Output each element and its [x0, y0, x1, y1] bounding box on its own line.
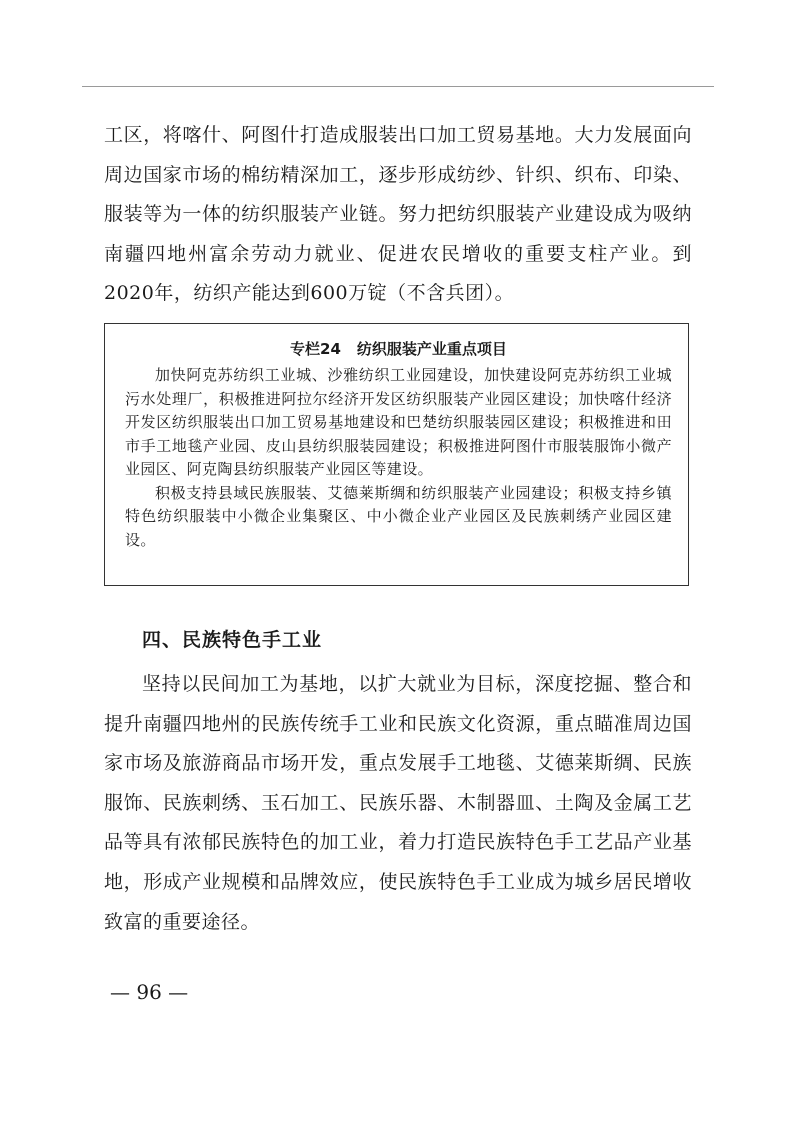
box-title: [125, 338, 672, 360]
section-heading: 四、民族特色手工业: [142, 629, 323, 651]
sidebar-column-box: [104, 323, 689, 586]
box-title-text: 纺织服装产业重点项目: [356, 340, 507, 358]
page-number: — 96 —: [110, 980, 189, 1004]
box-paragraph: 积极支持县域民族服装、艾德莱斯绸和纺织服装产业园建设；积极支持乡镇特色纺织服装中小微企业集聚区、中小微企业产业园区及民族刺绣产业园区建设。: [125, 483, 672, 549]
header-rule: [82, 86, 714, 87]
body-paragraph-handicraft: 坚持以民间加工为基地，以扩大就业为目标，深度挖掘、整合和提升南疆四地州的民族传统手工业和民族文化资源，重点瞄准周边国家市场及旅游商品市场开发，重点发展手工地毯、艾德莱斯绸、民族服饰、民族刺绣、玉石加工、民族乐器、木制器皿、土陶及金属工艺品等具有浓郁民族特色的加工业，着力打造民族特色手工艺品产业基地，形成产业规模和品牌效应，使民族特色手工业成为城乡居民增收致富的重要途径。: [104, 673, 692, 933]
box-label: 专栏24: [290, 340, 341, 358]
body-paragraph-textile-industry: 工区，将喀什、阿图什打造成服装出口加工贸易基地。大力发展面向周边国家市场的棉纺精深加工，逐步形成纺纱、针织、织布、印染、服装等为一体的纺织服装产业链。努力把纺织服装产业建设成为吸纳南疆四地州富余劳动力就业、促进农民增收的重要支柱产业。到2020年，纺织产能达到600万锭（不含兵团）。: [104, 124, 692, 305]
box-paragraph: 加快阿克苏纺织工业城、沙雅纺织工业园建设，加快建设阿克苏纺织工业城污水处理厂，积极推进阿拉尔经济开发区纺织服装产业园区建设；加快喀什经济开发区纺织服装出口加工贸易基地建设和巴楚纺织服装园区建设；积极推进和田市手工地毯产业园、皮山县纺织服装园建设；积极推进阿图什市服装服饰小微产业园区、阿克陶县纺织服装产业园区等建设。: [125, 366, 672, 478]
